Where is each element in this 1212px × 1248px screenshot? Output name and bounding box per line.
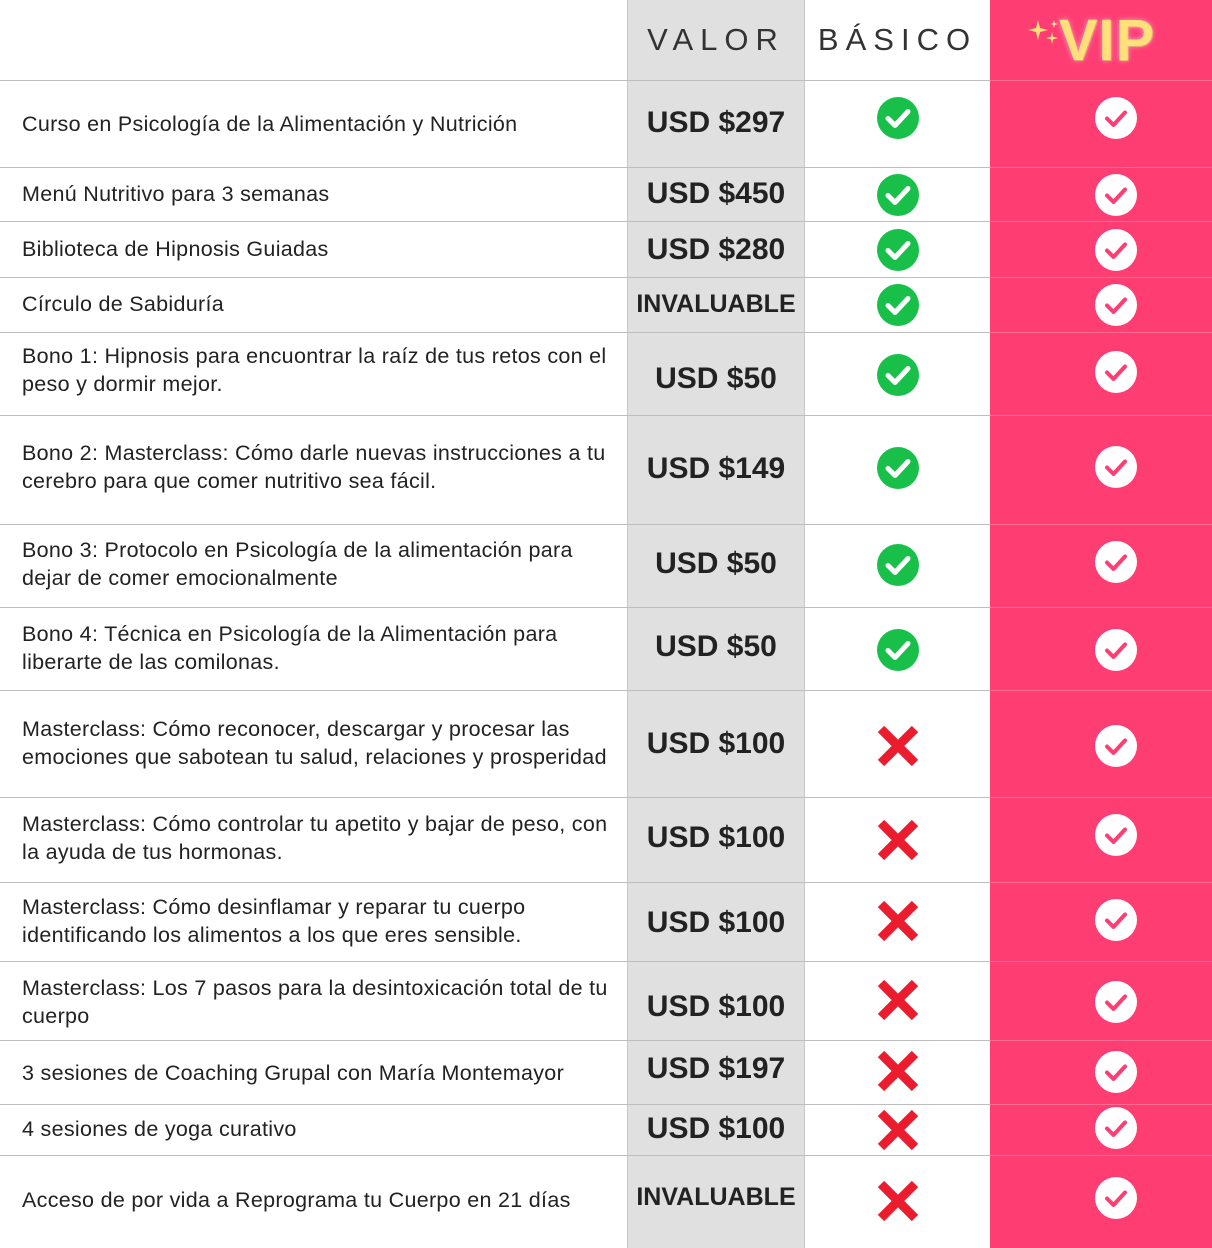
basico-cross-icon [805, 1048, 990, 1094]
row-divider-vip [990, 797, 1212, 798]
basico-cross-icon [805, 723, 990, 769]
row-label: Biblioteca de Hipnosis Guiadas [22, 237, 329, 261]
basico-cross-icon [805, 1178, 990, 1224]
vip-check-icon [990, 445, 1212, 489]
row-label: Bono 2: Masterclass: Cómo darle nuevas instrucciones a tu cerebro para que comer nutritivo sea fácil. [22, 440, 606, 493]
row-label: Masterclass: Cómo desinflamar y reparar tu cuerpo identificando los alimentos a los que eres sensible. [22, 894, 526, 947]
row-label: Bono 3: Protocolo en Psicología de la alimentación para dejar de comer emocionalmente [22, 537, 573, 590]
vip-check-icon [990, 173, 1212, 217]
row-value: USD $100 [646, 906, 786, 939]
row-value: USD $100 [646, 990, 786, 1023]
basico-check-icon [805, 282, 990, 328]
row-divider [0, 80, 1212, 81]
row-divider-vip [990, 167, 1212, 168]
row-label: Círculo de Sabiduría [22, 292, 224, 316]
row-divider-vip [990, 1104, 1212, 1105]
row-divider-vip [990, 524, 1212, 525]
row-divider [0, 882, 1212, 883]
basico-cross-icon [805, 977, 990, 1023]
row-label: Menú Nutritivo para 3 semanas [22, 182, 330, 206]
sparkle-icon [1028, 18, 1062, 48]
row-divider [0, 167, 1212, 168]
row-value: USD $297 [646, 106, 786, 139]
vip-check-icon [990, 96, 1212, 140]
row-divider-vip [990, 1040, 1212, 1041]
row-label: 3 sesiones de Coaching Grupal con María Montemayor [22, 1061, 565, 1085]
row-divider-vip [990, 607, 1212, 608]
row-divider-vip [990, 415, 1212, 416]
basico-check-icon [805, 227, 990, 273]
row-divider [0, 690, 1212, 691]
row-divider-vip [990, 1155, 1212, 1156]
row-value: USD $100 [646, 1112, 786, 1145]
vip-check-icon [990, 724, 1212, 768]
row-label: Bono 4: Técnica en Psicología de la Alimentación para liberarte de las comilonas. [22, 622, 558, 674]
row-divider [0, 1155, 1212, 1156]
row-label: Masterclass: Los 7 pasos para la desintoxicación total de tu cuerpo [22, 976, 608, 1028]
row-value: USD $450 [646, 177, 786, 210]
row-divider [0, 607, 1212, 608]
row-value: INVALUABLE [636, 1182, 796, 1211]
basico-cross-icon [805, 1107, 990, 1153]
basico-check-icon [805, 352, 990, 398]
header-basico: BÁSICO [817, 22, 978, 57]
basico-check-icon [805, 542, 990, 588]
row-value: USD $197 [646, 1052, 786, 1085]
vip-check-icon [990, 540, 1212, 584]
basico-cross-icon [805, 898, 990, 944]
row-divider [0, 1104, 1212, 1105]
row-divider [0, 797, 1212, 798]
basico-check-icon [805, 627, 990, 673]
row-value: USD $50 [655, 630, 777, 663]
vip-title: VIP [1058, 7, 1156, 73]
row-divider-vip [990, 277, 1212, 278]
row-value: USD $50 [655, 362, 777, 395]
vip-check-icon [990, 813, 1212, 857]
vip-check-icon [990, 350, 1212, 394]
vip-check-icon [990, 1050, 1212, 1094]
row-divider-vip [990, 961, 1212, 962]
row-divider-vip [990, 221, 1212, 222]
row-divider [0, 415, 1212, 416]
header-valor: VALOR [647, 22, 785, 57]
row-value: USD $100 [646, 821, 786, 854]
row-divider-vip [990, 332, 1212, 333]
row-value: USD $280 [646, 233, 786, 266]
row-divider [0, 221, 1212, 222]
row-divider [0, 524, 1212, 525]
vip-check-icon [990, 628, 1212, 672]
row-label: Acceso de por vida a Reprograma tu Cuerpo en 21 días [22, 1188, 571, 1212]
vip-check-icon [990, 1106, 1212, 1150]
basico-cross-icon [805, 817, 990, 863]
basico-check-icon [805, 445, 990, 491]
basico-check-icon [805, 95, 990, 141]
row-label: Masterclass: Cómo controlar tu apetito y bajar de peso, con la ayuda de tus hormonas. [22, 812, 608, 864]
row-label: Masterclass: Cómo reconocer, descargar y procesar las emociones que sabotean tu salud, relaciones y prosperidad [22, 716, 607, 769]
vip-check-icon [990, 228, 1212, 272]
row-divider [0, 332, 1212, 333]
vip-check-icon [990, 1176, 1212, 1220]
vip-check-icon [990, 980, 1212, 1024]
row-divider-vip [990, 80, 1212, 81]
row-value: USD $149 [646, 452, 786, 485]
vip-check-icon [990, 283, 1212, 327]
row-divider-vip [990, 882, 1212, 883]
vip-check-icon [990, 898, 1212, 942]
row-value: INVALUABLE [636, 289, 796, 318]
header-vip [990, 0, 1212, 80]
row-value: USD $100 [646, 727, 786, 760]
row-label: 4 sesiones de yoga curativo [22, 1117, 297, 1141]
basico-check-icon [805, 172, 990, 218]
row-divider [0, 277, 1212, 278]
row-divider-vip [990, 690, 1212, 691]
row-divider [0, 1040, 1212, 1041]
row-label: Bono 1: Hipnosis para encuontrar la raíz de tus retos con el peso y dormir mejor. [22, 344, 607, 396]
row-value: USD $50 [655, 547, 777, 580]
row-label: Curso en Psicología de la Alimentación y Nutrición [22, 112, 518, 136]
row-divider [0, 961, 1212, 962]
